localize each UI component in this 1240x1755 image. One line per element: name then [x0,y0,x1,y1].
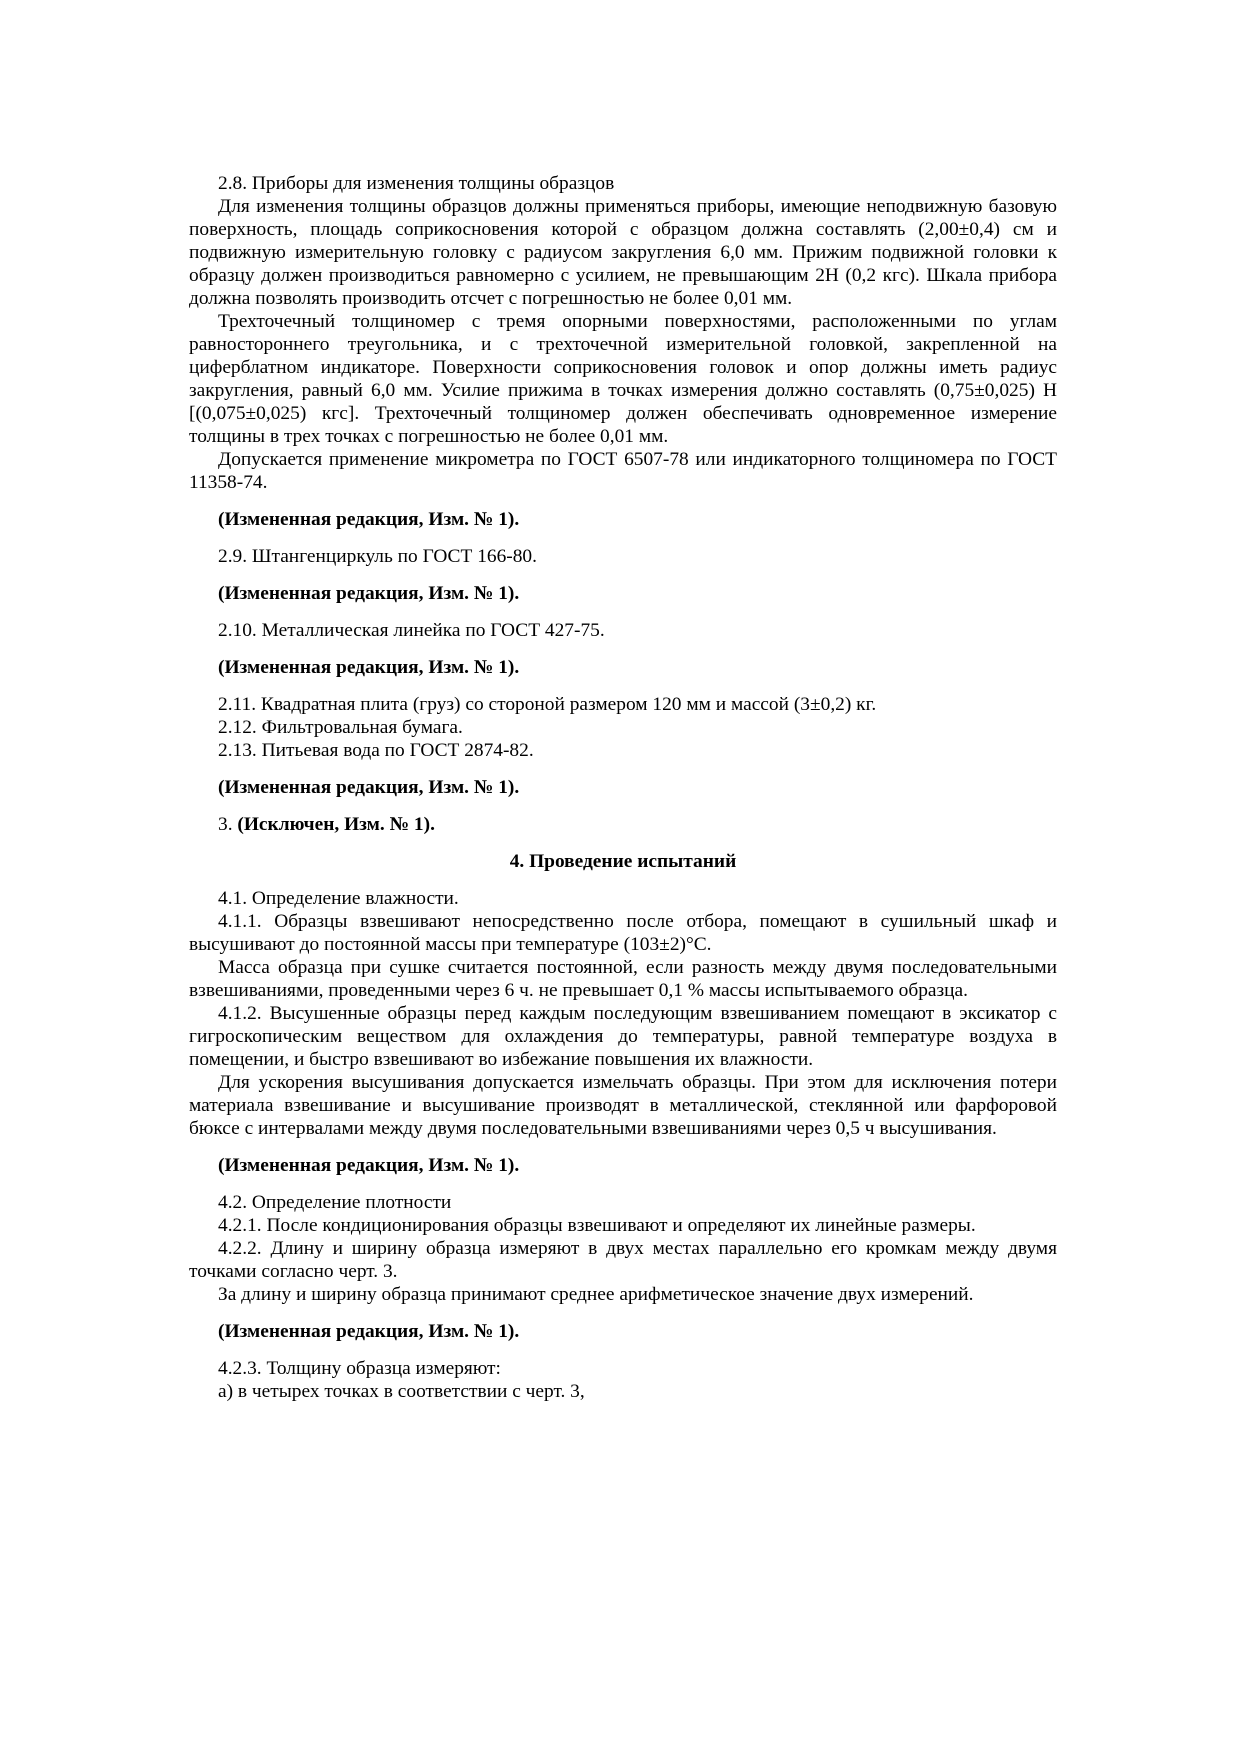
list-item-a: а) в четырех точках в соответствии с черт. 3, [218,1381,585,1402]
spacer [189,1140,1057,1154]
spacer [189,568,1057,582]
spacer [189,642,1057,656]
paragraph-4-2-3: 4.2.3. Толщину образца измеряют: [218,1358,501,1379]
paragraph-2-9: 2.9. Штангенциркуль по ГОСТ 166-80. [218,546,537,567]
section-3-number: 3. [218,814,238,835]
spacer [189,1343,1057,1357]
amendment-note: (Измененная редакция, Изм. № 1). [218,509,520,530]
paragraph-2-13: 2.13. Питьевая вода по ГОСТ 2874-82. [218,740,534,761]
paragraph-constant-mass: Масса образца при сушке считается постоянной, если разность между двумя последовательными взвешиваниями, проведенными через 6 ч. не превышает 0,1 % массы испытываемого образца. [189,957,1057,1001]
amendment-note: (Измененная редакция, Изм. № 1). [218,1321,520,1342]
spacer [189,494,1057,508]
paragraph-2-8: 2.8. Приборы для изменения толщины образцов [218,173,615,194]
paragraph-2-8-body: Для изменения толщины образцов должны применяться приборы, имеющие неподвижную базовую поверхность, площадь соприкосновения которой с образцом должна составлять (2,00±0,4) см и подвижную измерительную головку с радиусом закругления 6,0 мм. Прижим подвижной головки к образцу должен производиться равномерно с усилием, не превышающим 2Н (0,2 кгс). Шкала прибора должна позволять производить отсчет с погрешностью не более 0,01 мм. [189,196,1057,309]
paragraph-4-1-2: 4.1.2. Высушенные образцы перед каждым последующим взвешиванием помещают в эксикатор с гигроскопическим веществом для охлаждения до температуры, равной температуре воздуха в помещении, и быстро взвешивают во избежание повышения их влажности. [189,1003,1057,1070]
paragraph-three-point-gauge: Трехточечный толщиномер с тремя опорными поверхностями, расположенными по углам равностороннего треугольника, и с трехточечной измерительной головкой, закрепленной на циферблатном индикаторе. Поверхности соприкосновения головок и опор должны иметь радиус закругления, равный 6,0 мм. Усилие прижима в точках измерения должно составлять (0,75±0,025) Н [(0,075±0,025) кгс]. Трехточечный толщиномер должен обеспечивать одновременное измерение толщины в трех точках с погрешностью не более 0,01 мм. [189,311,1057,447]
paragraph-micrometer: Допускается применение микрометра по ГОСТ 6507-78 или индикаторного толщиномера по ГОСТ 11358-74. [189,449,1057,493]
spacer [189,762,1057,776]
paragraph-4-1-1: 4.1.1. Образцы взвешивают непосредственно после отбора, помещают в сушильный шкаф и высушивают до постоянной массы при температуре (103±2)°С. [189,911,1057,955]
spacer [189,531,1057,545]
amendment-note: (Измененная редакция, Изм. № 1). [218,777,520,798]
paragraph-4-2: 4.2. Определение плотности [218,1192,452,1213]
paragraph-drying-acceleration: Для ускорения высушивания допускается измельчать образцы. При этом для исключения потери материала взвешивание и высушивание производят в металлической, стеклянной или фарфоровой бюксе с интервалами между двумя последовательными взвешиваниями через 0,5 ч высушивания. [189,1072,1057,1139]
paragraph-4-2-2: 4.2.2. Длину и ширину образца измеряют в двух местах параллельно его кромкам между двумя точками согласно черт. 3. [189,1238,1057,1282]
spacer [189,836,1057,850]
paragraph-length-width: За длину и ширину образца принимают среднее арифметическое значение двух измерений. [218,1284,974,1305]
spacer [189,1177,1057,1191]
document-page [189,172,1057,1403]
amendment-note: (Измененная редакция, Изм. № 1). [218,583,520,604]
amendment-note: (Измененная редакция, Изм. № 1). [218,1155,520,1176]
amendment-note: (Измененная редакция, Изм. № 1). [218,657,520,678]
section-heading-4: 4. Проведение испытаний [509,851,737,872]
paragraph-2-12: 2.12. Фильтровальная бумага. [218,717,463,738]
paragraph-4-2-1: 4.2.1. После кондиционирования образцы взвешивают и определяют их линейные размеры. [218,1215,976,1236]
spacer [189,799,1057,813]
spacer [189,873,1057,887]
paragraph-3 [189,813,1057,836]
paragraph-2-11: 2.11. Квадратная плита (груз) со стороной размером 120 мм и массой (3±0,2) кг. [218,694,877,715]
spacer [189,1306,1057,1320]
paragraph-2-10: 2.10. Металлическая линейка по ГОСТ 427-75. [218,620,605,641]
paragraph-4-1: 4.1. Определение влажности. [218,888,459,909]
section-3-excluded-note: (Исключен, Изм. № 1). [237,814,435,835]
spacer [189,605,1057,619]
spacer [189,679,1057,693]
